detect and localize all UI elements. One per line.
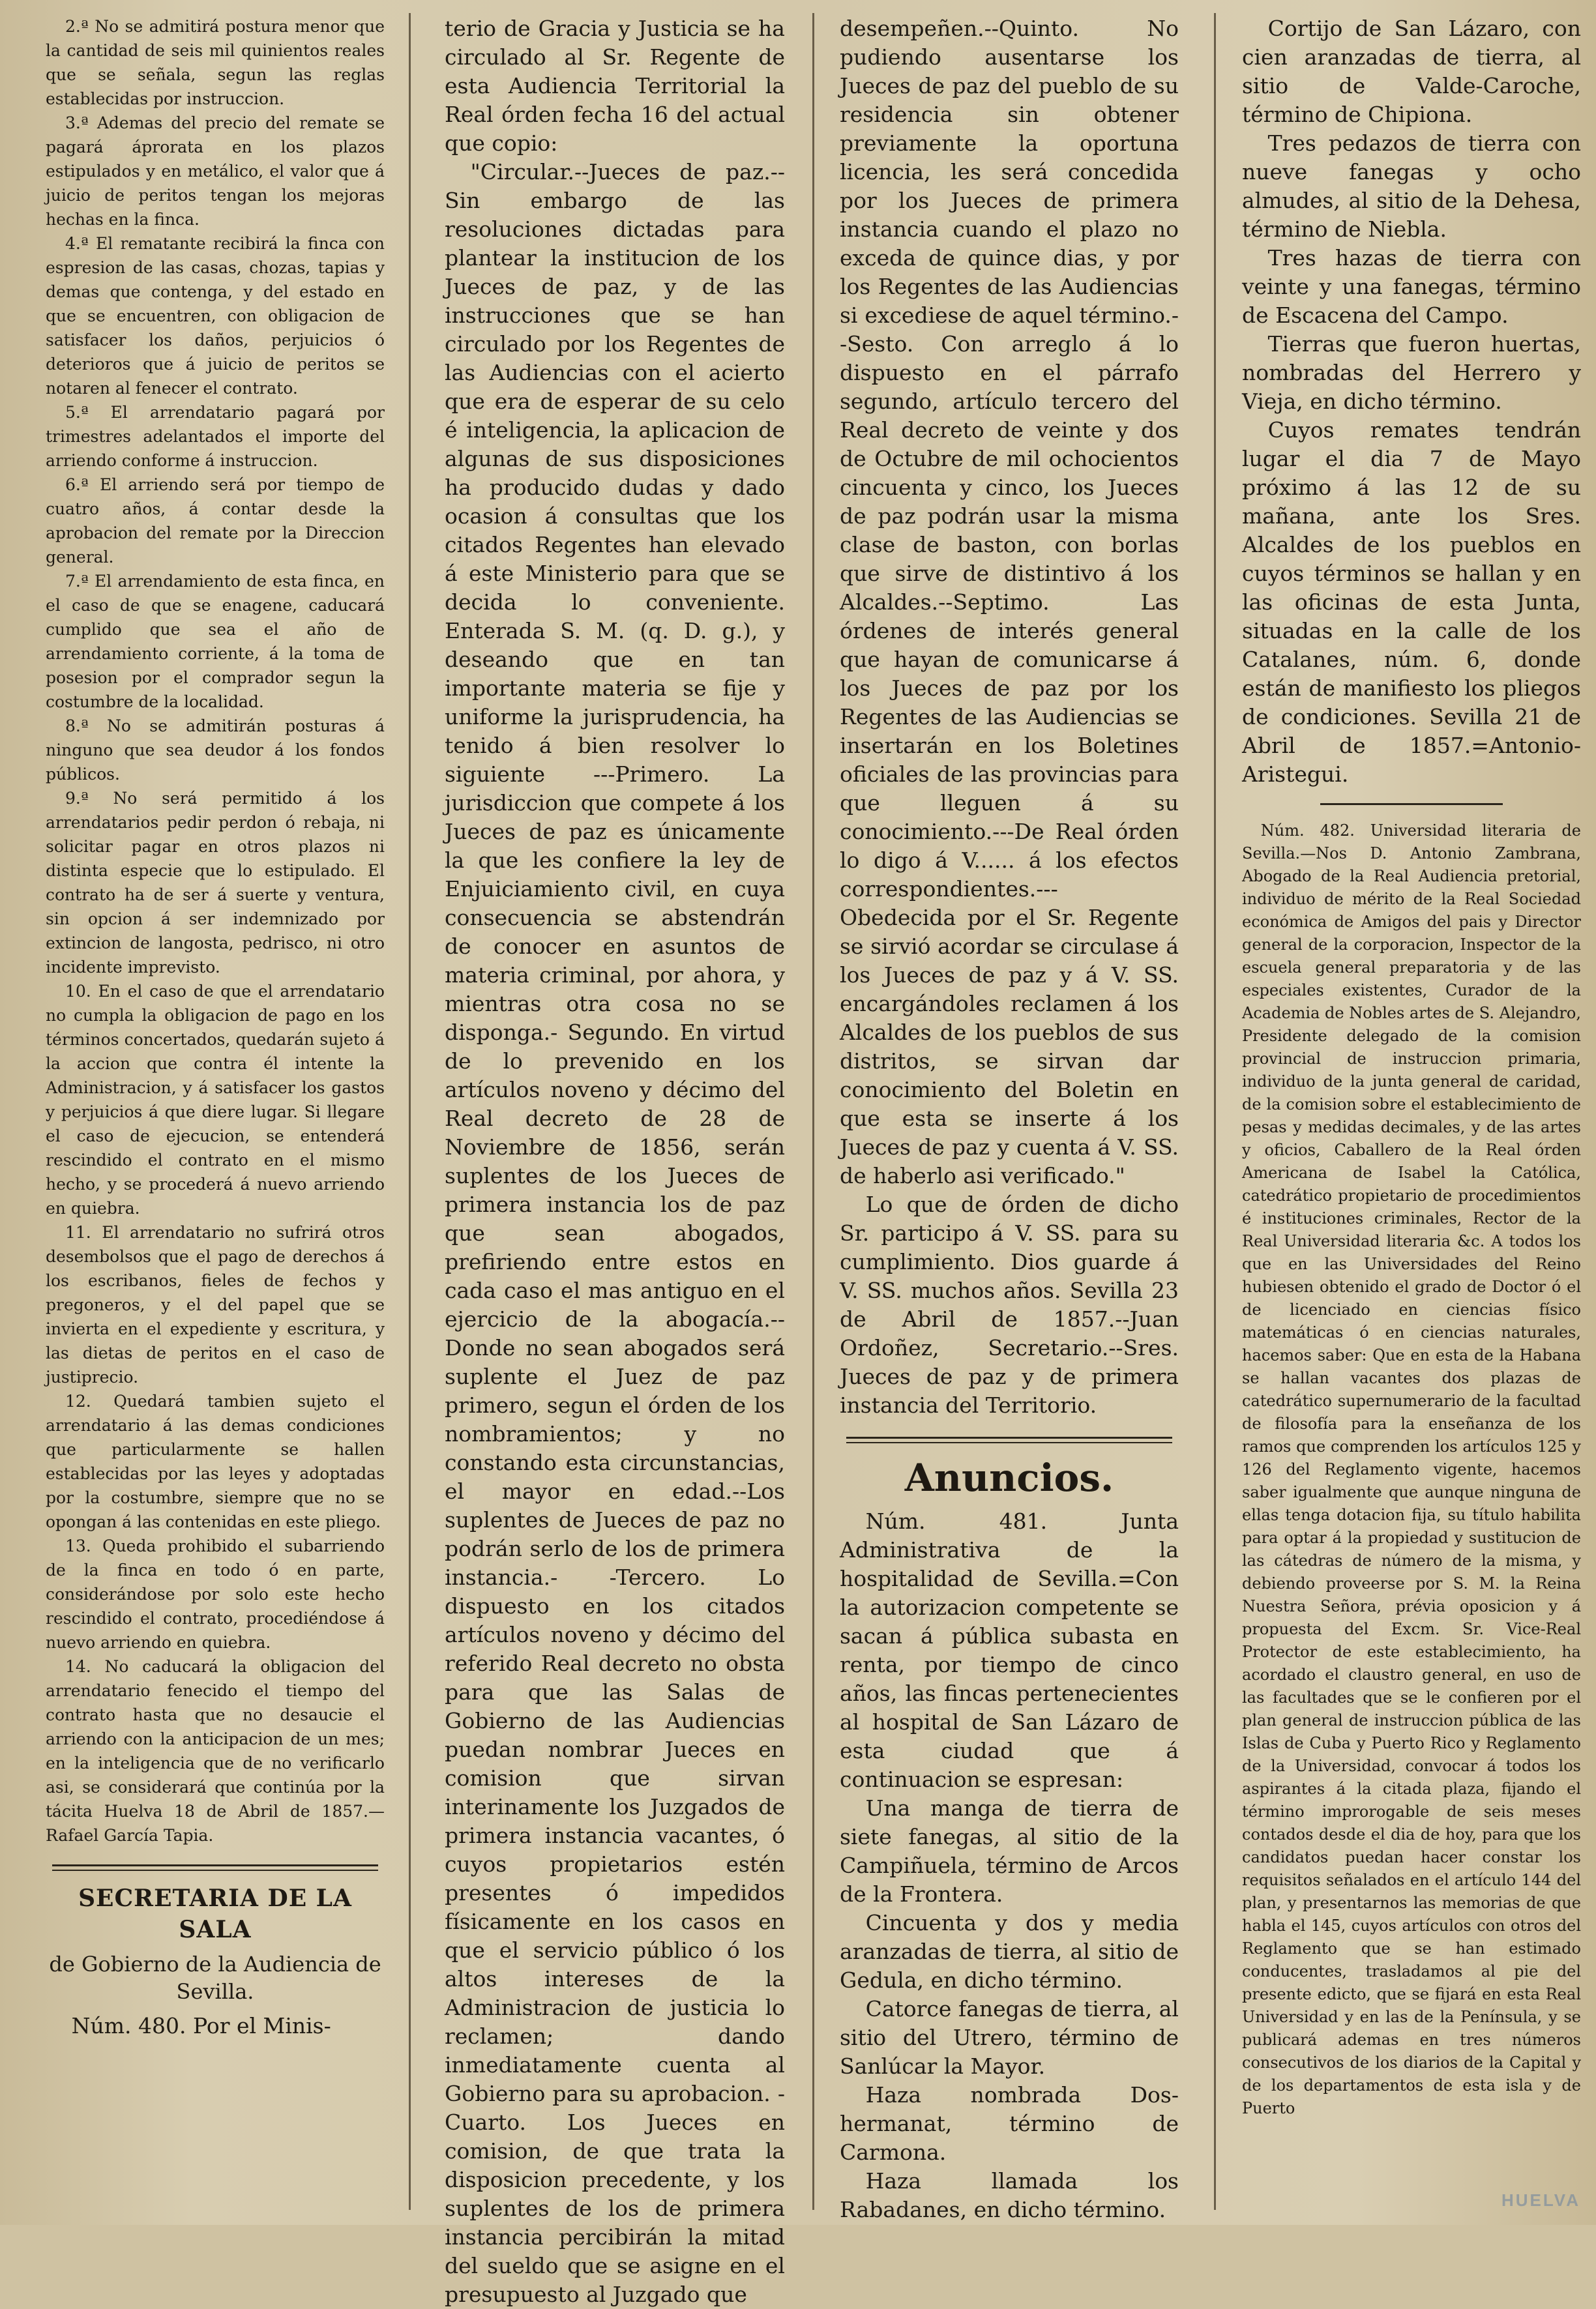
section-heading: SECRETARIA DE LA SALA — [78, 1885, 352, 1943]
property-item: Tierras que fueron huertas, nombradas del Herrero y Vieja, en dicho término. — [1242, 331, 1581, 414]
notice-number-line: Núm. 480. Por el Minis- — [71, 2013, 331, 2038]
property-item: Haza nombrada Dos-hermanat, término de Carmona. — [840, 2082, 1179, 2165]
column-1 — [46, 14, 385, 2218]
watermark-stamp: HUELVA — [1501, 2190, 1580, 2210]
property-item: Haza llamada los Rabadanes, en dicho término. — [840, 2168, 1179, 2222]
column-rule — [812, 13, 814, 2210]
section-divider — [846, 1437, 1172, 1443]
university-notice: Núm. 482. Universidad literaria de Sevilla.—Nos D. Antonio Zambrana, Abogado de la Real Audiencia pretorial, individuo de mérito de la Real Sociedad económica de Amigos del pais y Director general de la corporacion, Inspector de la escuela general preparatoria y de las especiales existentes, Curador de la Academia de Nobles artes de S. Alejandro, Presidente delegado de la comision provincial de instruccion primaria, individuo de la junta general de caridad, de la comision sobre el establecimiento de pesas y medidas decimales, y de las artes y oficios, Caballero de la Real órden Americana de Isabel la Católica, catedrático propietario de procedimientos é instituciones criminales, Rector de la Real Universidad literaria &c. A todos los que en las Universidades del Reino hubiesen obtenido el grado de Doctor ó el de licenciado en ciencias físico matemáticas ó en ciencias naturales, hacemos saber: Que en esta de la Habana se hallan vacantes dos plazas de catedrático supernumerario de la facultad de filosofía para la enseñanza de los ramos que comprenden los artículos 125 y 126 del Reglamento vigente, hacemos saber igualmente que aunque ninguna de ellas tenga dotacion fija, su título habilita para optar á la propiedad y sustitucion de las cátedras de número de la misma, y debiendo proveerse por S. M. la Reina Nuestra Señora, prévia oposicion y á propuesta del Excm. Sr. Vice-Real Protector de este establecimiento, ha acordado el claustro general, en uso de las facultades que se le confieren por el plan general de instruccion pública de las Islas de Cuba y Puerto Rico y Reglamento de la Universidad, convocar á todos los aspirantes á la citada plaza, fijando el término improrogable de seis meses contados desde el dia de hoy, para que los candidatos puedan hacer constar los requisitos señalados en el artículo 144 del plan, y presentarnos las memorias de que habla el 145, cuyos artículos con otros del Reglamento que se han estimado conducentes, trasladamos al pie del presente edicto, que se fijará en esta Real Universidad y en las de la Península, y se publicará ademas en tres números consecutivos de los diarios de la Capital y de los departamentos de esta isla y de Puerto — [1242, 821, 1581, 2117]
property-item: Tres pedazos de tierra con nueve fanegas y ocho almudes, al sitio de la Dehesa, término de Niebla. — [1242, 130, 1581, 242]
property-item: Una manga de tierra de siete fanegas, al sitio de la Campiñuela, término de Arcos de la Frontera. — [840, 1795, 1179, 1907]
column-rule — [409, 13, 411, 2210]
anuncios-heading: Anuncios. — [904, 1456, 1114, 1500]
condition-paragraph: 5.ª El arrendatario pagará por trimestres adelantados el importe del arriendo conforme á instruccion. — [46, 403, 385, 470]
condition-paragraph: 11. El arrendatario no sufrirá otros desembolsos que el pago de derechos á los escribanos, fieles de fechos y pregoneros, y el del papel que se invierta en el expediente y escritura, y las dietas de peritos en el caso de justiprecio. — [46, 1223, 385, 1387]
property-item: Cincuenta y dos y media aranzadas de tierra, al sitio de Gedula, en dicho término. — [840, 1910, 1179, 1993]
condition-paragraph: 8.ª No se admitirán posturas á ninguno que sea deudor á los fondos públicos. — [46, 716, 385, 784]
column-4 — [1242, 14, 1581, 2218]
article-paragraph: Lo que de órden de dicho Sr. participo á V. SS. para su cumplimiento. Dios guarde á V. SS. muchos años. Sevilla 23 de Abril de 1857.--Juan Ordoñez, Secretario.--Sres. Jueces de paz y de primera instancia del Territorio. — [840, 1192, 1179, 1418]
condition-paragraph: 9.ª No será permitido á los arrendatarios pedir perdon ó rebaja, ni solicitar pagar en otros plazos ni distinta especie que lo estipulado. El contrato ha de ser á suerte y ventura, sin opcion á ser indemnizado por extincion de langosta, pedrisco, ni otro incidente imprevisto. — [46, 789, 385, 977]
column-3 — [840, 14, 1179, 2222]
section-divider — [52, 1864, 378, 1871]
property-item: Tres hazas de tierra con veinte y una fanegas, término de Escacena del Campo. — [1242, 245, 1581, 328]
condition-paragraph: 12. Quedará tambien sujeto el arrendatario á las demas condiciones que particularmente se hallen establecidas por las leyes y adoptadas por la costumbre, siempre que no se opongan á las contenidas en este pliego. — [46, 1392, 385, 1531]
condition-paragraph: 2.ª No se admitirá postura menor que la cantidad de seis mil quinientos reales que se señala, segun las reglas establecidas por instruccion. — [46, 17, 385, 108]
condition-paragraph: 6.ª El arriendo será por tiempo de cuatro años, á contar desde la aprobacion del remate por la Direccion general. — [46, 475, 385, 566]
article-paragraph: desempeñen.--Quinto. No pudiendo ausentarse los Jueces de paz del pueblo de su residencia sin obtener previamente la oportuna licencia, les será concedida por los Jueces de primera instancia cuando el plazo no exceda de quince dias, y por los Regentes de las Audiencias si excediese de aquel término.--Sesto. Con arreglo á lo dispuesto en el párrafo segundo, artículo tercero del Real decreto de veinte y dos de Octubre de mil ochocientos cincuenta y cinco, los Jueces de paz podrán usar la misma clase de baston, con borlas que sirve de distintivo á los Alcaldes.--Septimo. Las órdenes de interés general que hayan de comunicarse á los Jueces de paz por los Regentes de las Audiencias se insertarán en los Boletines oficiales de las provincias para que lleguen á su conocimiento.---De Real órden lo digo á V...... á los efectos correspondientes.--- Obedecida por el Sr. Regente se sirvió acordar se circulase á los Jueces de paz y á V. SS. encargándoles reclamen á los Alcaldes de los pueblos de sus distritos, se sirvan dar conocimiento del Boletin en que esta se inserte á los Jueces de paz y cuenta á V. SS. de haberlo asi verificado." — [840, 16, 1179, 1188]
column-2 — [445, 14, 785, 2307]
section-divider — [1320, 803, 1503, 805]
property-item: Catorce fanegas de tierra, al sitio del Utrero, término de Sanlúcar la Mayor. — [840, 1996, 1179, 2079]
condition-paragraph: 4.ª El rematante recibirá la finca con espresion de las casas, chozas, tapias y demas que contenga, y del estado en que se encuentren, con obligacion de satisfacer los daños, perjuicios ó deterioros que á juicio de peritos se notaren al fenecer el contrato. — [46, 234, 385, 398]
condition-paragraph: 7.ª El arrendamiento de esta finca, en el caso de que se enagene, caducará cumplido que sea el año de arrendamiento corriente, á la toma de posesion por el comprador segun la costumbre de la localidad. — [46, 572, 385, 711]
condition-paragraph: 3.ª Ademas del precio del remate se pagará áprorata en los plazos estipulados y en metálico, el valor que á juicio de peritos tengan los mejoras hechas en la finca. — [46, 113, 385, 229]
column-rule — [1214, 13, 1216, 2210]
property-item: Cortijo de San Lázaro, con cien aranzadas de tierra, al sitio de Valde-Caroche, término de Chipiona. — [1242, 16, 1581, 127]
announcement-paragraph: Núm. 481. Junta Administrativa de la hospitalidad de Sevilla.=Con la autorizacion competente se sacan á pública subasta en renta, por tiempo de cinco años, las fincas pertenecientes al hospital de San Lázaro de esta ciudad que á continuacion se espresan: — [840, 1508, 1179, 1792]
condition-paragraph: 14. No caducará la obligacion del arrendatario fenecido el tiempo del contrato hasta que no desaucie el arriendo con la anticipacion de un mes; en la inteligencia que de no verificarlo asi, se considerará que continúa por la tácita Huelva 18 de Abril de 1857.—Rafael García Tapia. — [46, 1657, 385, 1845]
section-subheading: de Gobierno de la Audiencia de Sevilla. — [49, 1952, 381, 2004]
article-paragraph: "Circular.--Jueces de paz.--Sin embargo de las resoluciones dictadas para plantear la institucion de los Jueces de paz, y de las instrucciones que se han circulado por los Regentes de las Audiencias con el acierto que era de esperar de su celo é inteligencia, la aplicacion de algunas de sus disposiciones ha producido dudas y dado ocasion á consultas que los citados Regentes han elevado á este Ministerio para que se decida lo conveniente. Enterada S. M. (q. D. g.), y deseando que en tan importante materia se fije y uniforme la jurisprudencia, ha tenido á bien resolver lo siguiente ---Primero. La jurisdiccion que compete á los Jueces de paz es únicamente la que les confiere la ley de Enjuiciamiento civil, en cuya consecuencia se abstendrán de conocer en asuntos de materia criminal, por ahora, y mientras otra cosa no se disponga.- Segundo. En virtud de lo prevenido en los artículos noveno y décimo del Real decreto de 28 de Noviembre de 1856, serán suplentes de los Jueces de primera instancia los de paz que sean abogados, prefiriendo entre estos en cada caso el mas antiguo en el ejercicio de la abogacía.--Donde no sean abogados será suplente el Juez de paz primero, segun el órden de los nombramientos; y no constando esta circunstancias, el mayor en edad.--Los suplentes de Jueces de paz no podrán serlo de los de primera instancia.- -Tercero. Lo dispuesto en los citados artículos noveno y décimo del referido Real decreto no obsta para que las Salas de Gobierno de las Audiencias puedan nombrar Jueces en comision que sirvan interinamente los Juzgados de primera instancia vacantes, ó cuyos propietarios estén presentes ó impedidos físicamente en los casos en que el servicio público ó los altos intereses de la Administracion de justicia lo reclamen; dando inmediatamente cuenta al Gobierno para su aprobacion. -Cuarto. Los Jueces en comision, de que trata la disposicion precedente, y los suplentes de los de primera instancia percibirán la mitad del sueldo que se asigne en el presupuesto al Juzgado que — [445, 159, 785, 2307]
condition-paragraph: 10. En el caso de que el arrendatario no cumpla la obligacion de pago en los términos concertados, quedarán sujeto á la accion que contra él intente la Administracion, y á satisfacer los gastos y perjuicios á que diere lugar. Si llegare el caso de ejecucion, se entenderá rescindido el contrato en el mismo hecho, y se procederá á nuevo arriendo en quiebra. — [46, 982, 385, 1218]
article-paragraph: terio de Gracia y Justicia se ha circulado al Sr. Regente de esta Audiencia Territorial la Real órden fecha 16 del actual que copio: — [445, 16, 785, 156]
condition-paragraph: 13. Queda prohibido el subarriendo de la finca en todo ó en parte, considerándose por solo este hecho rescindido el contrato, procediéndose á nuevo arriendo en quiebra. — [46, 1537, 385, 1652]
announcement-paragraph: Cuyos remates tendrán lugar el dia 7 de Mayo próximo á las 12 de su mañana, ante los Sres. Alcaldes de los pueblos en cuyos términos se hallan y en las oficinas de esta Junta, situadas en la calle de los Catalanes, núm. 6, donde están de manifiesto los pliegos de condiciones. Sevilla 21 de Abril de 1857.=Antonio-Aristegui. — [1242, 417, 1581, 787]
